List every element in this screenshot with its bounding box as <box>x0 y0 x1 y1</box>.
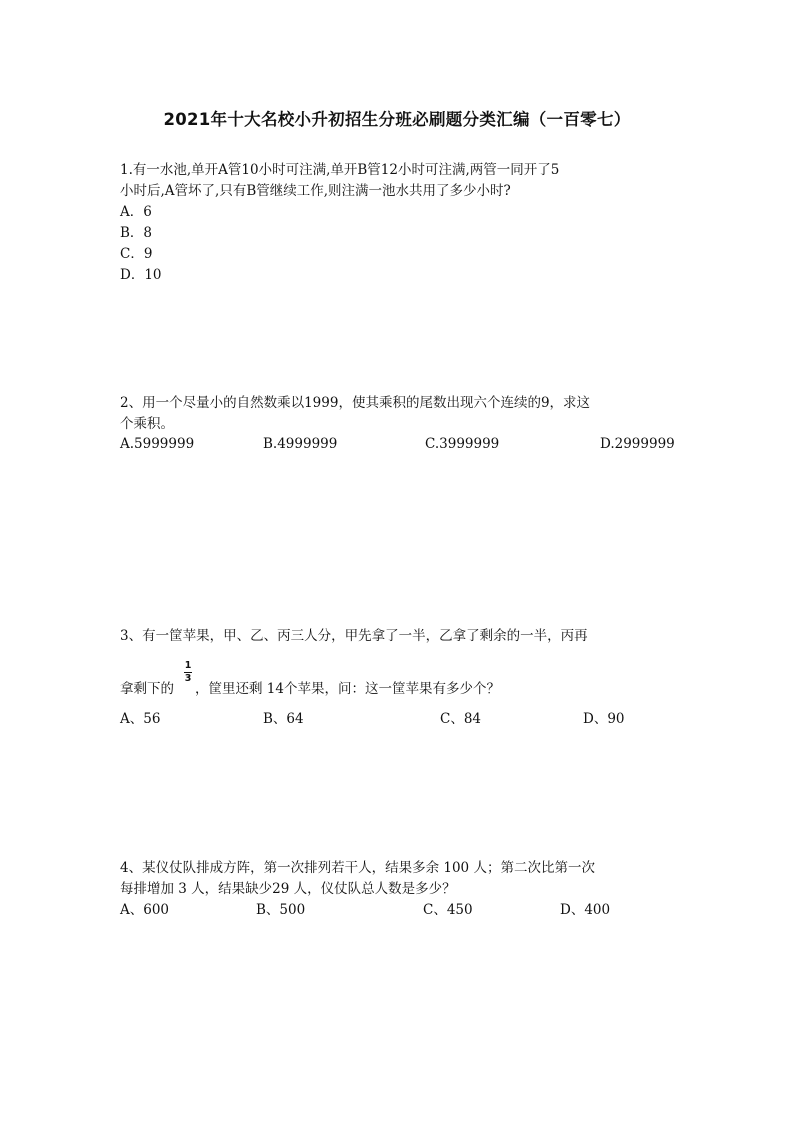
page-title: 2021年十大名校小升初招生分班必刷题分类汇编（一百零七） <box>163 110 631 129</box>
question-3-text-line-2-before: 拿剩下的 <box>120 681 174 697</box>
question-3-option-b: B、64 <box>263 711 304 727</box>
question-3-text-line-2-after: ，筐里还剩 14个苹果，问：这一筐苹果有多少个？ <box>195 681 500 697</box>
question-2-option-a: A.5999999 <box>120 436 195 452</box>
question-1-option-a: A．6 <box>120 204 152 220</box>
question-4-option-a: A、600 <box>120 902 170 918</box>
question-4-text-line-1: 4、某仪仗队排成方阵，第一次排列若干人，结果多余 100 人；第二次比第一次 <box>120 860 595 876</box>
question-1-option-d: D．10 <box>120 267 162 283</box>
question-2-option-d: D.2999999 <box>600 436 675 452</box>
fraction-denominator: 3 <box>184 673 192 684</box>
question-2-text-line-1: 2、用一个尽量小的自然数乘以1999，使其乘积的尾数出现六个连续的9，求这 <box>120 395 591 411</box>
question-4-text-line-2: 每排增加 3 人，结果缺少29 人，仪仗队总人数是多少？ <box>120 881 456 897</box>
question-3-text-line-1: 3、有一筐苹果，甲、乙、丙三人分，甲先拿了一半，乙拿了剩余的一半，丙再 <box>120 628 588 644</box>
question-3-option-a: A、56 <box>120 711 161 727</box>
question-4-option-b: B、500 <box>256 902 306 918</box>
question-2-text-line-2: 个乘积。 <box>120 416 174 432</box>
question-1-option-b: B．8 <box>120 225 153 241</box>
fraction-one-third <box>183 661 193 684</box>
fraction-numerator: 1 <box>184 660 192 671</box>
question-3-option-c: C、84 <box>440 711 482 727</box>
question-1-text-line-2: 小时后,A管坏了,只有B管继续工作,则注满一池水共用了多少小时? <box>120 183 511 199</box>
question-4-option-c: C、450 <box>423 902 473 918</box>
question-1-option-c: C．9 <box>120 246 153 262</box>
question-3-option-d: D、90 <box>583 711 625 727</box>
question-2-option-c: C.3999999 <box>425 436 500 452</box>
question-1-text-line-1: 1.有一水池,单开A管10小时可注满,单开B管12小时可注满,两管一同开了5 <box>120 162 560 178</box>
question-4-option-d: D、400 <box>560 902 611 918</box>
question-2-option-b: B.4999999 <box>263 436 338 452</box>
